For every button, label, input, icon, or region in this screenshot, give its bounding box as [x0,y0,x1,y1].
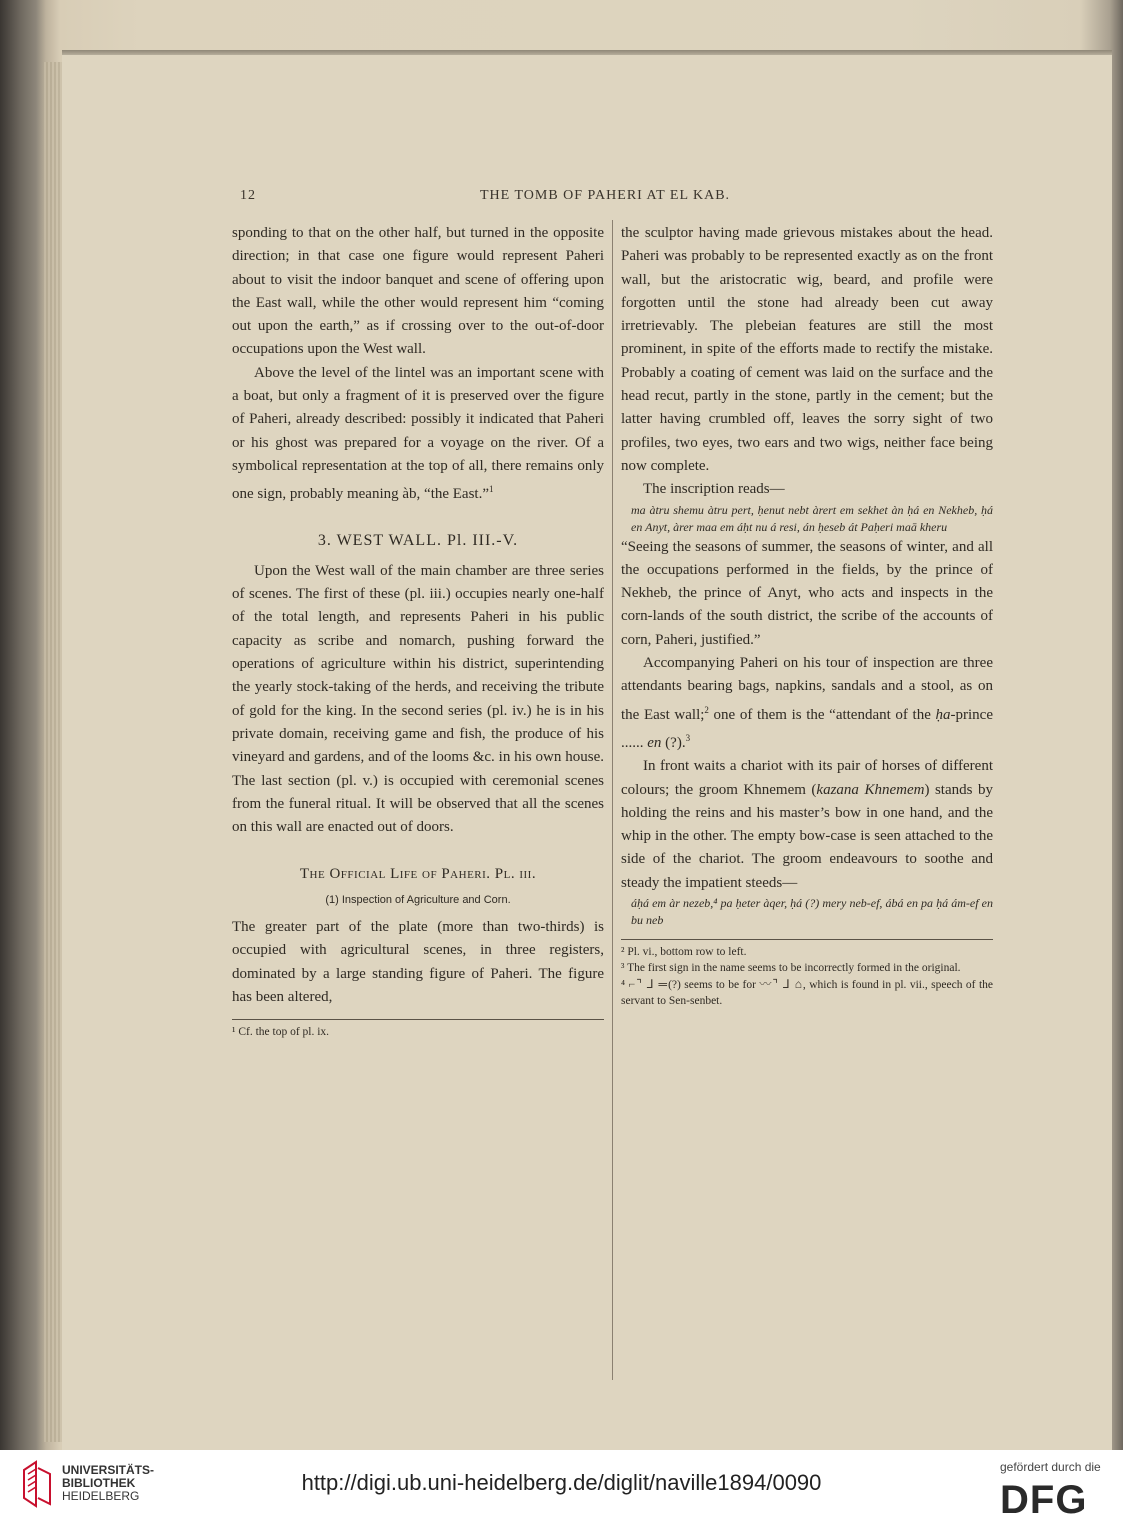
footnote: ² Pl. vi., bottom row to left. [621,946,747,959]
running-head [240,188,1010,212]
library-name-line: UNIVERSITÄTS- [62,1463,155,1477]
sub-subheading: (1) Inspection of Agriculture and Corn. [325,893,511,906]
library-name-line: BIBLIOTHEK [62,1476,136,1490]
footnote-text: (?) seems to be for [668,979,756,992]
right-column [621,222,993,1009]
page-edge-stack [44,62,62,1442]
paragraph-text: Accompanying Paheri on his tour of inspection are three attendants bearing bags, napkins, sandals and a stool, as on the East wall; [621,655,993,723]
running-title: THE TOMB OF PAHERI AT EL KAB. [480,188,731,203]
paragraph [621,652,993,755]
left-column [232,222,604,1040]
footnote: ¹ Cf. the top of pl. ix. [232,1026,330,1039]
paragraph: The greater part of the plate (more than two-thirds) is occupied with agricultural scenes, in three registers, dominated by a large standing figure of Paheri. The figure has been altered, [232,919,604,1005]
paragraph-text: one of them is the “attendant of the [708,706,936,723]
footnote-mark[interactable]: 2 [704,704,709,715]
paragraph [232,362,604,507]
paragraph-text: Above the level of the lintel was an important scene with a boat, but only a fragment of it is preserved over the figure of Paheri, already described: possibly it indicated that Paheri or his ghost was prepared for a voyage on the river. Of a symbolical representation at the top of all, there remains only one sign, probably meaning àb, “the East.” [232,364,604,503]
hieroglyph-icon: ⌐⌝ ⅃ ═ [628,977,669,992]
digitization-footer [0,1450,1123,1537]
footnote-rule [232,1019,604,1020]
hieroglyph-icon: 〰⌝ ⅃ ⌂ [759,977,803,992]
funded-by-label: gefördert durch die [1000,1460,1101,1474]
paragraph [621,755,993,895]
paragraph: “Seeing the seasons of summer, the seasons of winter, and all the occupations performed in the fields, by the prince of Nekheb, the prince of Anyt, who acts and inspects in the corn-lands of the south district, the scribe of the accounts of corn, Paheri, justified.” [621,538,993,648]
footnote-mark[interactable]: 1 [489,484,494,495]
paragraph: Upon the West wall of the main chamber are three series of scenes. The first of these (pl. iii.) occupies nearly one-half of the total length, and represents Paheri in his public capacity as scribe and nomarch, pushing forward the operations of agriculture within his district, superintending the yearly stock-taking of the herds, and receiving the tribute of gold for the king. In the second series (pl. iv.) he is in his private domain, receiving game and fish, the produce of his vineyard and gardens, and of the looms &c. in his own house. The last section (pl. v.) is occupied with ceremonial scenes from the funeral ritual. It will be observed that all the scenes on this wall are enacted out of doors. [232,562,604,836]
paragraph: The inscription reads— [643,481,785,498]
paragraph: the sculptor having made grievous mistakes about the head. Paheri was probably to be represented exactly as on the front wall, but the aristocratic wig, beard, and profile were forgotten until the stone had already been cut away irretrievably. The plebeian features are still the most prominent, in spite of the efforts made to rectify the mistake. Probably a coating of cement was laid on the surface and the head recut, partly in the stone, partly in the cement; but the latter having crumbled off, leaves the sorry sight of two profiles, two eyes, two ears and two wigs, neither face being now complete. [621,225,993,474]
paragraph-italic: kazana Khnemem [816,781,925,798]
footnote-number: ⁴ [621,979,626,992]
paragraph-text: ) stands by holding the reins and his master’s bow in one hand, and the whip in the other. The empty bow-case is seen attached to the side of the chariot. The groom endeavours to soothe and steady the impatient steeds— [621,781,993,891]
permalink-url[interactable]: http://digi.ub.uni-heidelberg.de/diglit/naville1894/0090 [301,1470,822,1495]
dfg-logo[interactable]: DFG [1000,1478,1088,1522]
column-divider [612,220,613,1380]
section-heading: 3. WEST WALL. Pl. III.-V. [317,531,519,549]
paragraph-italic: en [647,734,662,751]
page-number: 12 [240,188,256,203]
footnote-text: , which is found in pl. vii., speech of the servant to Sen-senbet. [621,979,993,1008]
footnote: ³ The first sign in the name seems to be incorrectly formed in the original. [621,962,961,975]
paragraph-text: -prince ...... [621,706,993,751]
paragraph-text: (?). [661,734,686,751]
paragraph: sponding to that on the other half, but turned in the opposite direction; in that case one figure would represent Paheri about to visit the indoor banquet and scene of offering upon the East wall, while the other would represent him “coming out upon the earth,” as if crossing over to the out-of-door occupations upon the West wall. [232,225,604,358]
footnote-mark[interactable]: 3 [685,732,691,743]
footnote [621,976,993,1009]
transliteration: áḥá em àr nezeb,⁴ pa ḥeter àqer, ḥá (?) mery neb-ef, ábá en pa ḥá ám-ef en bu neb [631,896,993,928]
subheading: The Official Life of Paheri. Pl. iii. [299,866,537,883]
footnote-rule [621,939,993,940]
library-name-line: HEIDELBERG [62,1489,140,1503]
paragraph-italic: ḥa [935,706,951,723]
paragraph-text: In front waits a chariot with its pair of horses of different colours; the groom Khnemem ( [621,758,993,798]
transliteration: ma àtru shemu àtru pert, ḥenut nebt àrert em sekhet àn ḥá en Nekheb, ḥá en Anyt, àrer maa em áḥt nu á resi, án ḥeseb át Paḥeri maā kheru [631,502,993,534]
